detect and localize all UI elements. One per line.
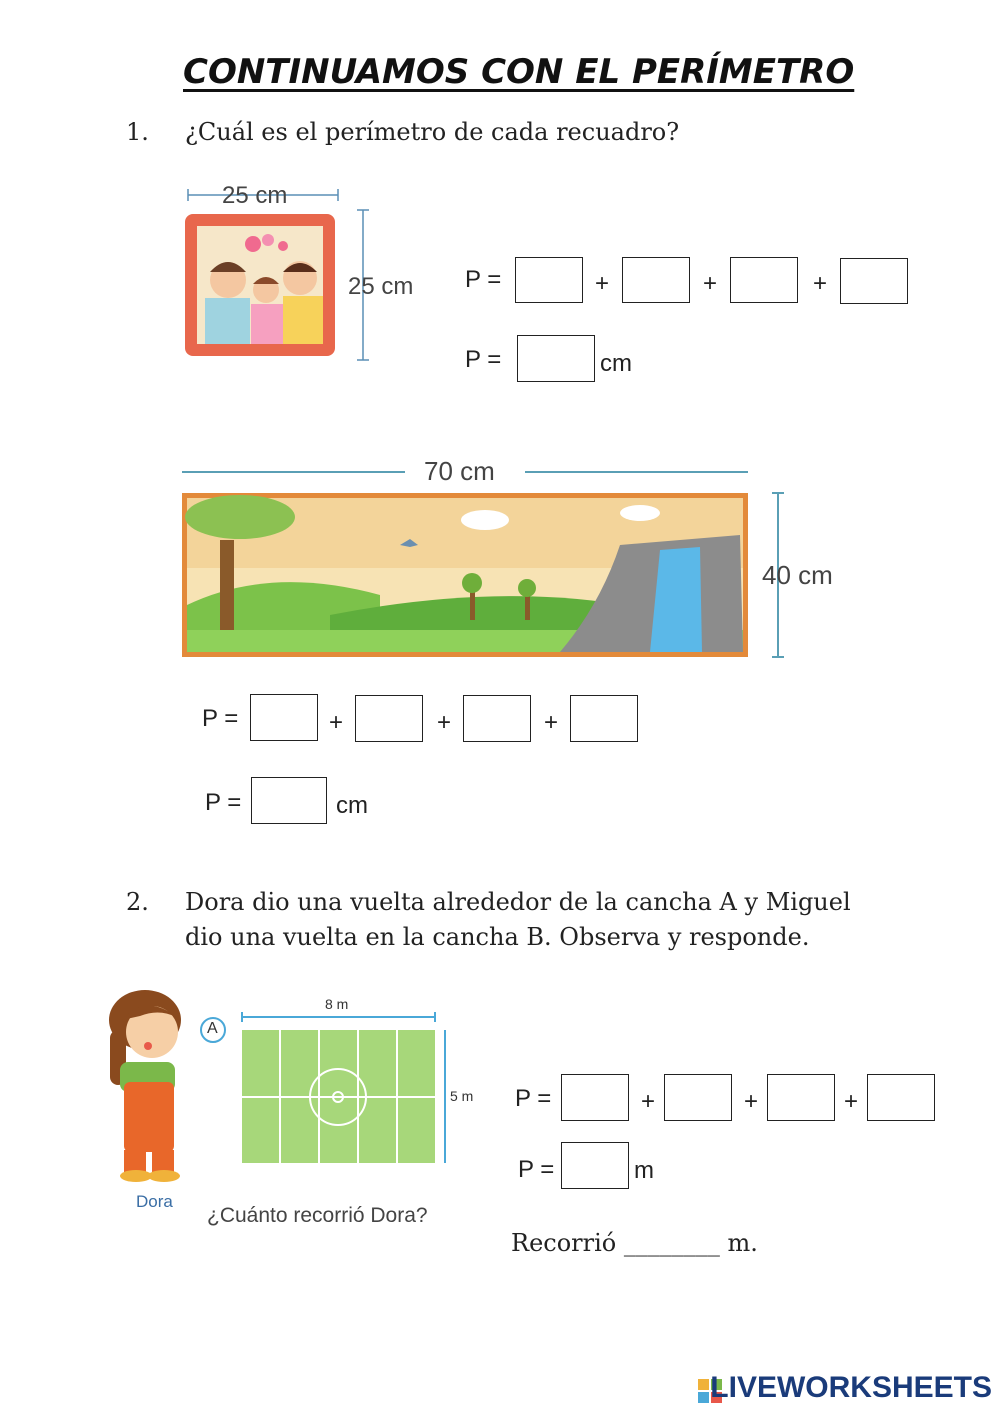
frame1-width-label: 25 cm: [222, 182, 288, 209]
answer-box[interactable]: [867, 1074, 935, 1121]
liveworksheets-brand[interactable]: LIVEWORKSHEETS: [710, 1371, 992, 1404]
field-height-label: 5 m: [450, 1088, 474, 1104]
plus-sign: +: [329, 709, 344, 736]
answer-box[interactable]: [570, 695, 638, 742]
unit-label: cm: [336, 792, 368, 819]
plus-sign: +: [544, 709, 559, 736]
p-label: P =: [205, 789, 242, 816]
p-label: P =: [465, 266, 502, 293]
unit-label: m: [634, 1157, 654, 1184]
answer-box[interactable]: [840, 258, 908, 304]
p-label: P =: [518, 1156, 555, 1183]
question-2-text-line1: Dora dio una vuelta alrededor de la cancha A y Miguel: [185, 888, 851, 916]
field-letter: A: [207, 1020, 218, 1037]
frame2-width-label: 70 cm: [424, 456, 495, 486]
answer-unit: m.: [727, 1229, 758, 1257]
answer-box[interactable]: [355, 695, 423, 742]
question-2-text-line2: dio una vuelta en la cancha B. Observa y responde.: [185, 923, 810, 951]
question-1-text: ¿Cuál es el perímetro de cada recuadro?: [185, 118, 680, 146]
answer-box[interactable]: [664, 1074, 732, 1121]
frame1-height-label: 25 cm: [348, 273, 414, 300]
answer-box[interactable]: [561, 1142, 629, 1189]
question-2-number: 2.: [126, 888, 149, 916]
plus-sign: +: [744, 1088, 759, 1115]
question-1-number: 1.: [126, 118, 149, 146]
answer-blank[interactable]: ________: [623, 1229, 720, 1257]
answer-box[interactable]: [517, 335, 595, 382]
plus-sign: +: [844, 1088, 859, 1115]
plus-sign: +: [437, 709, 452, 736]
answer-prefix: Recorrió: [511, 1229, 617, 1257]
answer-sentence: [511, 1229, 758, 1257]
plus-sign: +: [813, 270, 828, 297]
answer-box[interactable]: [463, 695, 531, 742]
page-title: CONTINUAMOS CON EL PERÍMETRO: [183, 52, 855, 92]
answer-box[interactable]: [561, 1074, 629, 1121]
answer-box[interactable]: [730, 257, 798, 303]
dora-question: ¿Cuánto recorrió Dora?: [207, 1204, 428, 1227]
dora-character: [100, 990, 195, 1185]
frame2-height-label: 40 cm: [762, 560, 833, 590]
dora-name-label: Dora: [136, 1192, 173, 1211]
answer-box[interactable]: [251, 777, 327, 824]
p-label: P =: [465, 346, 502, 373]
answer-box[interactable]: [515, 257, 583, 303]
plus-sign: +: [641, 1088, 656, 1115]
plus-sign: +: [703, 270, 718, 297]
p-label: P =: [202, 705, 239, 732]
answer-box[interactable]: [767, 1074, 835, 1121]
answer-box[interactable]: [622, 257, 690, 303]
unit-label: cm: [600, 350, 632, 377]
dora-illustration: [100, 990, 195, 1185]
p-label: P =: [515, 1085, 552, 1112]
landscape-illustration: [180, 455, 860, 665]
answer-box[interactable]: [250, 694, 318, 741]
landscape-frame-figure: [180, 455, 860, 665]
plus-sign: +: [595, 270, 610, 297]
field-width-label: 8 m: [325, 996, 349, 1012]
